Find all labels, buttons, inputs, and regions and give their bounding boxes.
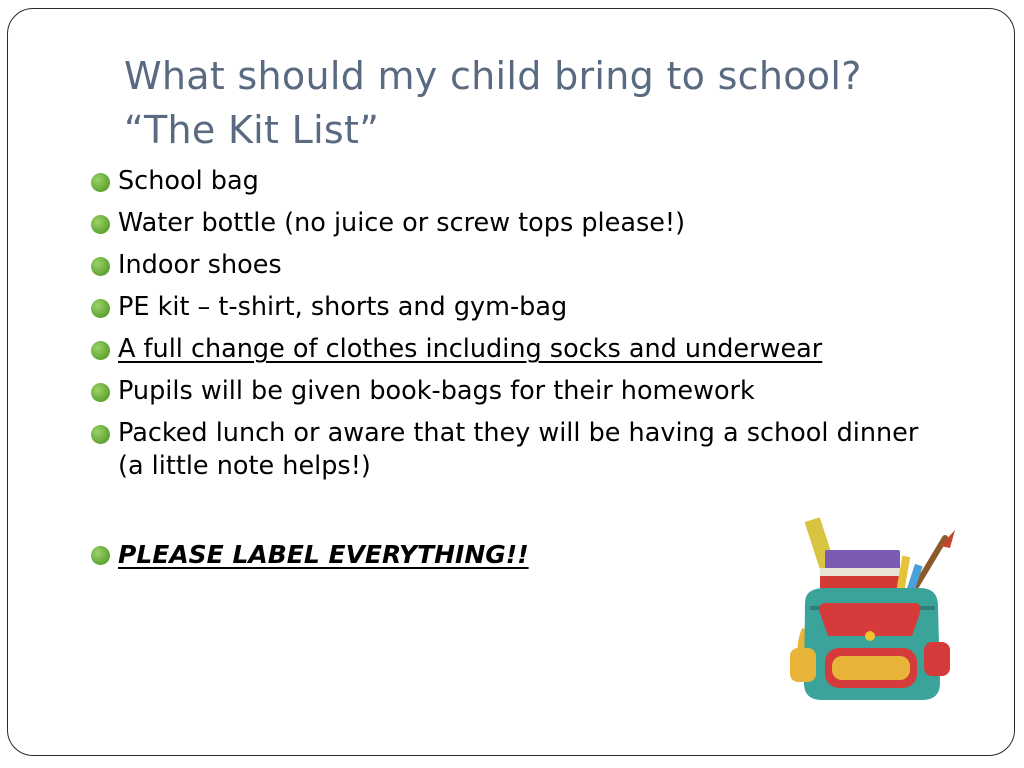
bullet-icon: [91, 546, 110, 565]
slide-title: [124, 49, 984, 157]
bullet-icon: [91, 383, 110, 402]
bullet-icon: [91, 299, 110, 318]
bullet-icon: [91, 425, 110, 444]
bullet-icon: [91, 257, 110, 276]
title-line-2: “The Kit List”: [124, 108, 380, 152]
list-item: Indoor shoes: [88, 249, 938, 282]
bullet-icon: [91, 341, 110, 360]
bullet-icon: [91, 173, 110, 192]
list-item: A full change of clothes including socks and underwear: [88, 333, 938, 366]
list-item: School bag: [88, 165, 938, 198]
bullet-icon: [91, 215, 110, 234]
list-item: Water bottle (no juice or screw tops please!): [88, 207, 938, 240]
list-item: PE kit – t-shirt, shorts and gym-bag: [88, 291, 938, 324]
label-everything-note: PLEASE LABEL EVERYTHING!!: [88, 538, 529, 571]
list-item: Packed lunch or aware that they will be having a school dinner (a little note helps!): [88, 417, 938, 483]
kit-list: [88, 165, 938, 492]
title-line-1: What should my child bring to school?: [124, 54, 862, 98]
school-backpack-illustration: [780, 508, 960, 708]
list-item: Pupils will be given book-bags for their homework: [88, 375, 938, 408]
